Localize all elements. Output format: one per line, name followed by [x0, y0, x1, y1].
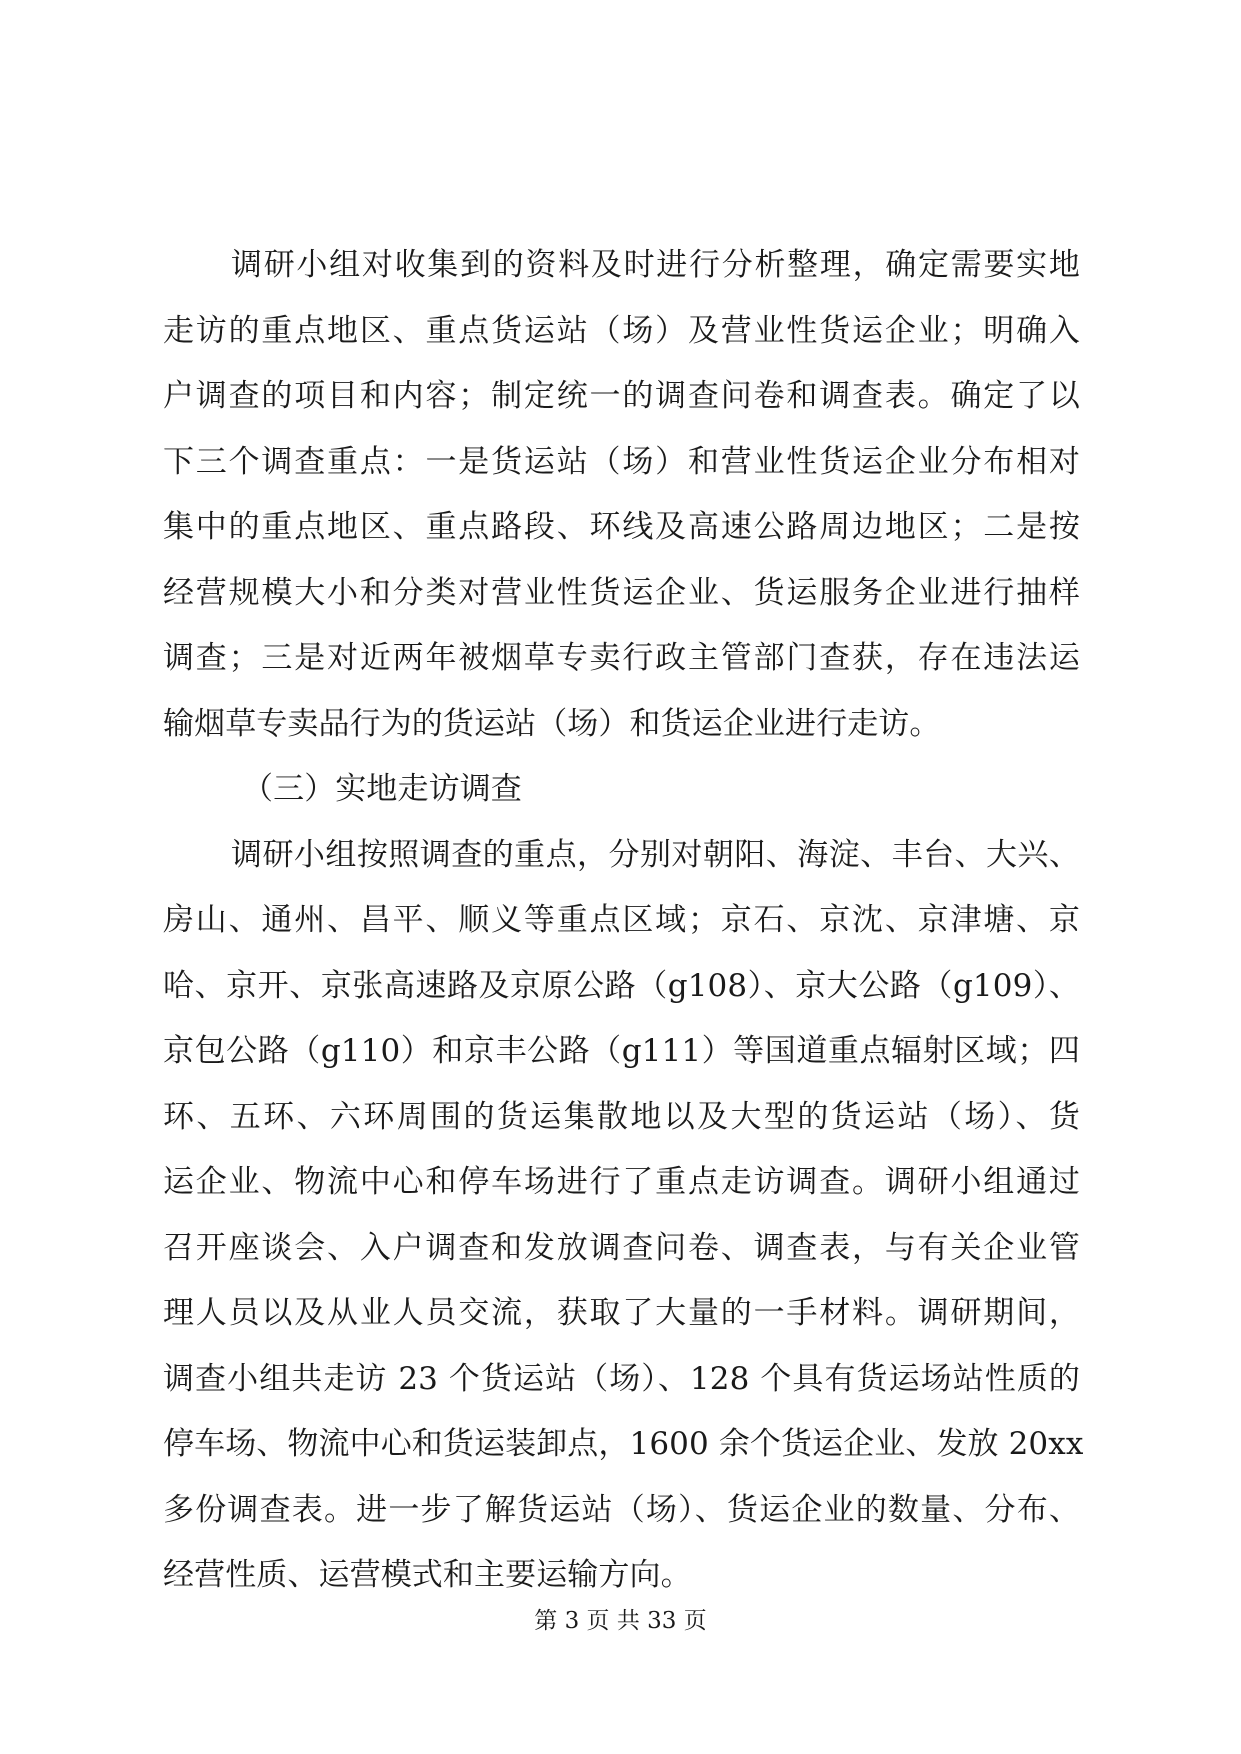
page-number-footer: 第 3 页 共 33 页	[534, 1608, 707, 1634]
text-line: 理人员以及从业人员交流，获取了大量的一手材料。调研期间，	[163, 1295, 1080, 1331]
text-line: 输烟草专卖品行为的货运站（场）和货运企业进行走访。	[163, 705, 941, 742]
paragraph-1	[163, 233, 1080, 757]
text-line: 多份调查表。进一步了解货运站（场）、货运企业的数量、分布、	[163, 1491, 1080, 1528]
body-text	[163, 233, 1084, 1609]
text-line: 停车场、物流中心和货运装卸点，1600 余个货运企业、发放 20xx	[163, 1426, 1084, 1462]
section-heading: （三）实地走访调查	[242, 771, 522, 807]
text-line: 户调查的项目和内容；制定统一的调查问卷和调查表。确定了以	[163, 378, 1080, 414]
text-line: 走访的重点地区、重点货运站（场）及营业性货运企业；明确入	[163, 312, 1080, 349]
text-line: 房山、通州、昌平、顺义等重点区域；京石、京沈、京津塘、京	[163, 902, 1080, 938]
text-line: 哈、京开、京张高速路及京原公路（g108）、京大公路（g109）、	[163, 967, 1080, 1004]
text-line: 调查；三是对近两年被烟草专卖行政主管部门查获，存在违法运	[163, 640, 1080, 676]
text-line: 调研小组对收集到的资料及时进行分析整理，确定需要实地	[231, 247, 1080, 283]
text-line: 经营性质、运营模式和主要运输方向。	[163, 1557, 692, 1593]
paragraph-2	[163, 823, 1084, 1609]
text-line: 经营规模大小和分类对营业性货运企业、货运服务企业进行抽样	[163, 574, 1080, 611]
text-line: 环、五环、六环周围的货运集散地以及大型的货运站（场）、货	[163, 1098, 1080, 1135]
text-line: 调查小组共走访 23 个货运站（场）、128 个具有货运场站性质的	[163, 1360, 1080, 1397]
text-line: 运企业、物流中心和停车场进行了重点走访调查。调研小组通过	[163, 1164, 1080, 1200]
text-line: 京包公路（g110）和京丰公路（g111）等国道重点辐射区域；四	[163, 1033, 1080, 1069]
text-line: 召开座谈会、入户调查和发放调查问卷、调查表，与有关企业管	[163, 1229, 1080, 1266]
text-line: 下三个调查重点：一是货运站（场）和营业性货运企业分布相对	[163, 443, 1080, 480]
text-line: 调研小组按照调查的重点，分别对朝阳、海淀、丰台、大兴、	[231, 836, 1080, 873]
text-line: 集中的重点地区、重点路段、环线及高速公路周边地区；二是按	[163, 509, 1080, 545]
